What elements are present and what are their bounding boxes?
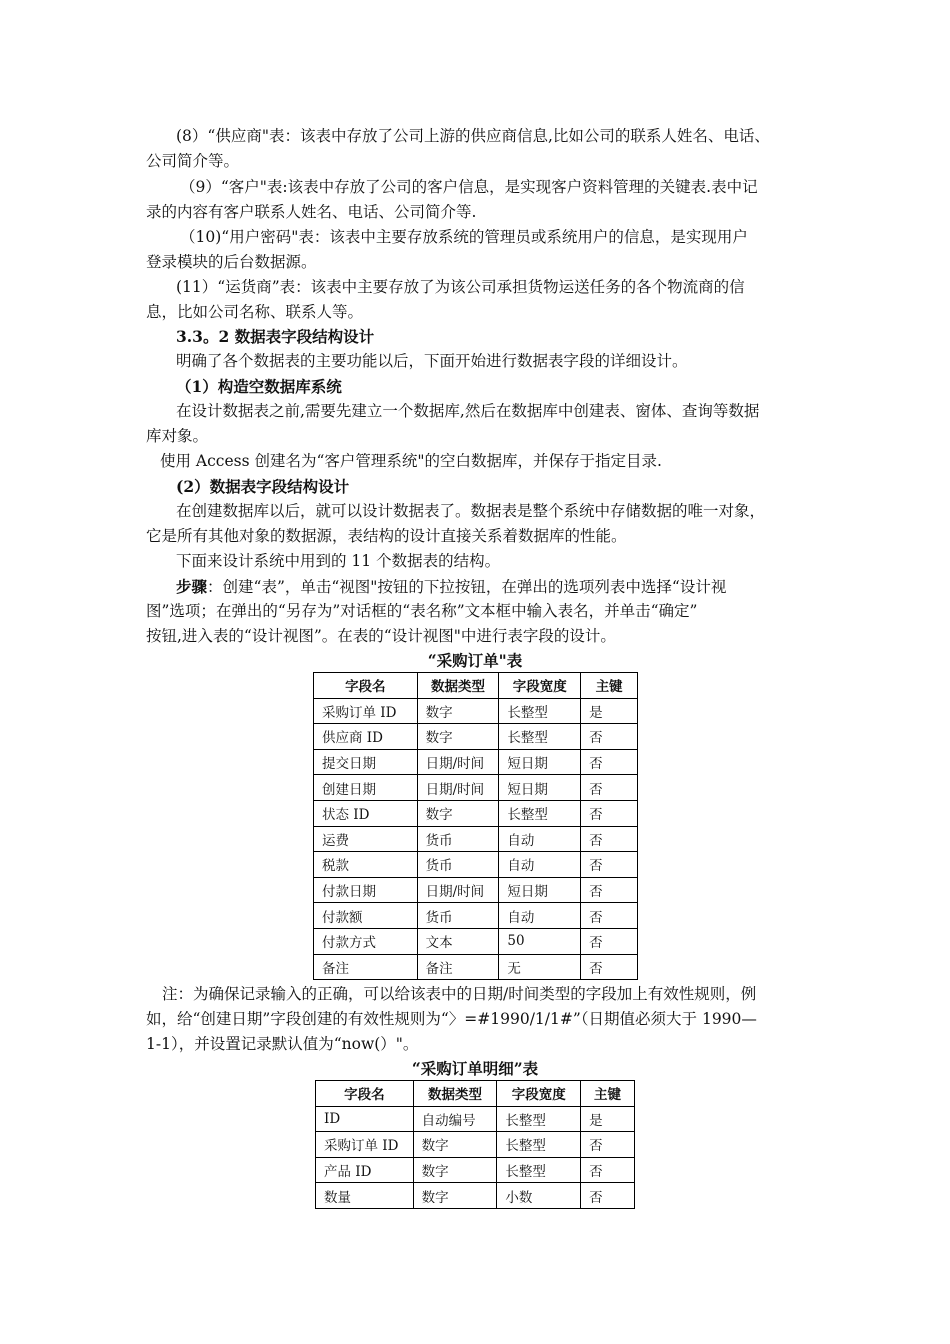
table-cell: 否 [581,877,638,903]
paragraph-8-line-1: (8）“供应商"表：该表中存放了公司上游的供应商信息,比如公司的联系人姓名、电话、 [176,127,770,145]
table2-body [316,1106,635,1208]
table-row [314,877,638,903]
section-intro: 明确了各个数据表的主要功能以后，下面开始进行数据表字段的详细设计。 [176,352,688,370]
table-row [316,1132,635,1158]
table-cell: 短日期 [499,749,581,775]
subheading-1: （1）构造空数据库系统 [176,377,342,396]
table-cell: 否 [581,928,638,954]
table-cell: 自动编号 [413,1106,497,1132]
table-cell: 税款 [314,852,418,878]
table-cell: 长整型 [497,1132,581,1158]
column-header: 字段宽度 [497,1081,581,1107]
table-cell: 付款额 [314,903,418,929]
table-cell: 自动 [499,852,581,878]
table-row [316,1106,635,1132]
table-cell: 状态 ID [314,800,418,826]
table-cell: 否 [581,1132,635,1158]
table-row [314,698,638,724]
table-cell: 否 [581,1183,635,1209]
table-cell: 采购订单 ID [314,698,418,724]
table-row [314,800,638,826]
table2-caption: “采购订单明细”表 [411,1059,539,1078]
table-row [314,852,638,878]
table-cell: 否 [581,826,638,852]
paragraph-d1-line-2: 库对象。 [146,427,209,445]
table-row [314,928,638,954]
table-cell: 长整型 [499,698,581,724]
paragraph-d3-line-2: 它是所有其他对象的数据源，表结构的设计直接关系着数据库的性能。 [146,527,627,545]
table-cell: 短日期 [499,877,581,903]
table-cell: 备注 [314,954,418,980]
table-cell: 否 [581,775,638,801]
table-cell: 否 [581,800,638,826]
table1-caption: “采购订单"表 [427,651,523,670]
column-header: 字段名 [316,1081,414,1107]
table-cell: 日期/时间 [417,749,499,775]
table-cell: 否 [581,749,638,775]
column-header: 主键 [581,673,638,699]
table-cell: 数字 [413,1132,497,1158]
note-line-3: 1-1），并设置记录默认值为“now(）"。 [146,1035,419,1053]
table-cell: 数量 [316,1183,414,1209]
table-cell: 采购订单 ID [316,1132,414,1158]
table2 [315,1080,635,1209]
paragraph-9-line-1: （9）“客户"表:该表中存放了公司的客户信息，是实现客户资料管理的关键表.表中记 [180,178,758,196]
table-cell: 长整型 [497,1157,581,1183]
table-cell: 提交日期 [314,749,418,775]
table-cell: 短日期 [499,775,581,801]
paragraph-11-line-1: (11）“运货商”表：该表中主要存放了为该公司承担货物运送任务的各个物流商的信 [176,278,745,296]
table-row [314,903,638,929]
table-cell: 否 [581,724,638,750]
table-cell: 产品 ID [316,1157,414,1183]
table-cell: 供应商 ID [314,724,418,750]
table-cell: 自动 [499,903,581,929]
note-line-2: 如，给“创建日期”字段创建的有效性规则为“〉=#1990/1/1#”（日期值必须大于 1990— [146,1010,757,1028]
table-cell: 运费 [314,826,418,852]
paragraph-d3-line-1: 在创建数据库以后，就可以设计数据表了。数据表是整个系统中存储数据的唯一对象， [176,502,766,520]
table-cell: 否 [581,1157,635,1183]
table-cell: 长整型 [499,724,581,750]
table-cell: 否 [581,852,638,878]
step-label: 步骤 [176,577,208,596]
table1-body [314,698,638,980]
table-cell: 日期/时间 [417,877,499,903]
table2-header-row [316,1081,635,1107]
table-cell: 数字 [413,1183,497,1209]
table1 [313,672,638,980]
table-row [316,1183,635,1209]
table-row [314,954,638,980]
column-header: 字段宽度 [499,673,581,699]
table-cell: 是 [581,698,638,724]
table-cell: 文本 [417,928,499,954]
table-cell: 数字 [417,698,499,724]
table-row [314,724,638,750]
table-cell: 数字 [417,724,499,750]
step-text: ：创建“表”，单击“视图"按钮的下拉按钮，在弹出的选项列表中选择“设计视 [207,578,727,596]
column-header: 数据类型 [417,673,499,699]
table-cell: 货币 [417,903,499,929]
paragraph-d2: 使用 Access 创建名为“客户管理系统"的空白数据库，并保存于指定目录. [160,452,662,470]
table-cell: 长整型 [497,1106,581,1132]
table-cell: 数字 [413,1157,497,1183]
table-cell: ID [316,1106,414,1132]
table-cell: 创建日期 [314,775,418,801]
paragraph-step-line-2: 图”选项；在弹出的“另存为”对话框的“表名称”文本框中输入表名，并单击“确定” [146,602,698,620]
table-cell: 数字 [417,800,499,826]
table-cell: 备注 [417,954,499,980]
table-cell: 货币 [417,852,499,878]
column-header: 字段名 [314,673,418,699]
column-header: 数据类型 [413,1081,497,1107]
table-cell: 长整型 [499,800,581,826]
table-cell: 是 [581,1106,635,1132]
table1-header-row [314,673,638,699]
paragraph-9-line-2: 录的内容有客户联系人姓名、电话、公司简介等. [146,203,477,221]
note-line-1: 注：为确保记录输入的正确，可以给该表中的日期/时间类型的字段加上有效性规则，例 [162,985,757,1003]
paragraph-10-line-1: （10)“用户密码"表：该表中主要存放系统的管理员或系统用户的信息，是实现用户 [180,228,748,246]
paragraph-step-line-1 [176,574,810,601]
table-cell: 否 [581,954,638,980]
paragraph-step-line-3: 按钮,进入表的“设计视图”。在表的“设计视图"中进行表字段的设计。 [146,627,616,645]
table-cell: 小数 [497,1183,581,1209]
table-row [314,775,638,801]
paragraph-10-line-2: 登录模块的后台数据源。 [146,253,317,271]
paragraph-8-line-2: 公司简介等。 [146,152,240,170]
table-cell: 付款方式 [314,928,418,954]
table-cell: 付款日期 [314,877,418,903]
paragraph-d1-line-1: 在设计数据表之前,需要先建立一个数据库,然后在数据库中创建表、窗体、查询等数据 [176,402,760,420]
subheading-2: (2）数据表字段结构设计 [176,477,350,496]
table-row [316,1157,635,1183]
table-cell: 日期/时间 [417,775,499,801]
column-header: 主键 [581,1081,635,1107]
table-cell: 否 [581,903,638,929]
section-heading-332: 3.3。2 数据表字段结构设计 [176,327,375,346]
table-row [314,826,638,852]
table-cell: 货币 [417,826,499,852]
paragraph-d4: 下面来设计系统中用到的 11 个数据表的结构。 [176,552,501,570]
table-cell: 自动 [499,826,581,852]
table-cell: 50 [499,928,581,954]
paragraph-11-line-2: 息，比如公司名称、联系人等。 [146,303,364,321]
table-cell: 无 [499,954,581,980]
table-row [314,749,638,775]
